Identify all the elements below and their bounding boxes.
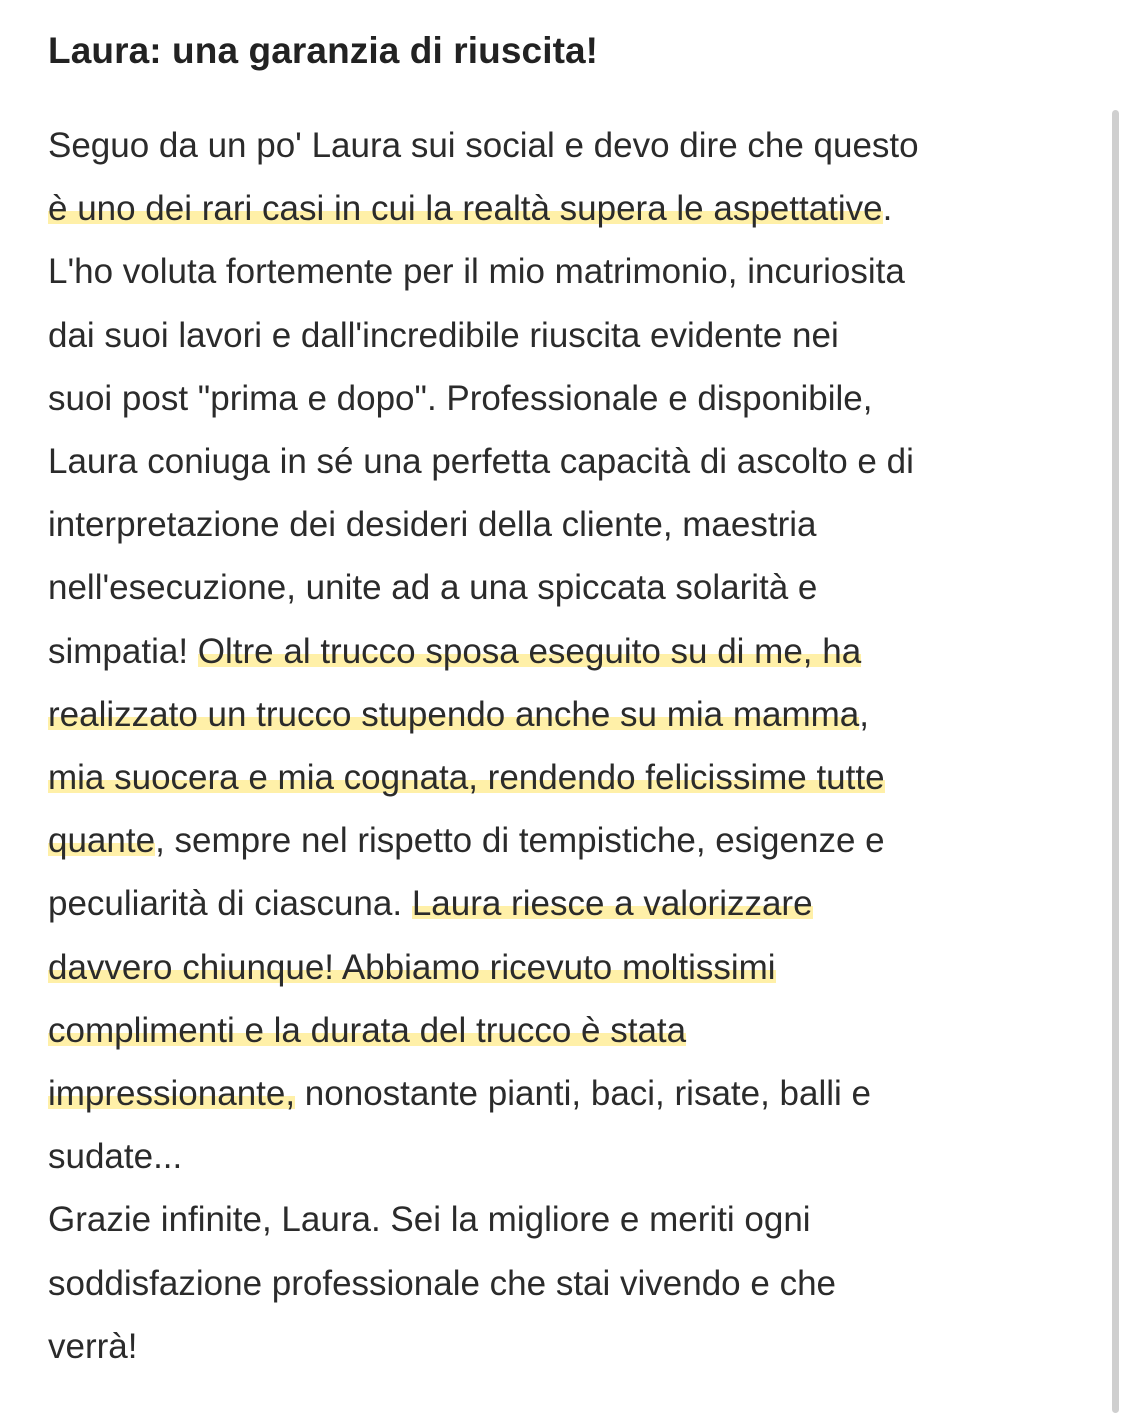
review-text: peculiarità di ciascuna. bbox=[48, 884, 412, 924]
review-line bbox=[48, 1062, 1108, 1125]
review-text: dai suoi lavori e dall'incredibile riuscita evidente nei bbox=[48, 315, 839, 355]
review-line bbox=[48, 556, 1108, 619]
review-text: Grazie infinite, Laura. Sei la migliore e meriti ogni bbox=[48, 1200, 811, 1240]
review-text: . bbox=[882, 189, 893, 229]
review-line bbox=[48, 367, 1108, 430]
review-line bbox=[48, 1315, 1108, 1378]
review-line bbox=[48, 683, 1108, 746]
highlighted-text: Oltre al trucco sposa eseguito su di me, ha bbox=[197, 631, 862, 671]
review-line bbox=[48, 177, 1108, 240]
review-text: simpatia! bbox=[48, 631, 198, 671]
highlighted-text: complimenti e la durata del trucco è stata bbox=[48, 1010, 687, 1050]
review-text: verrà! bbox=[48, 1326, 138, 1366]
review-line bbox=[48, 620, 1108, 683]
review-text: nonostante pianti, baci, risate, balli e bbox=[295, 1074, 871, 1114]
review-text: soddisfazione professionale che stai vivendo e che bbox=[48, 1263, 836, 1303]
highlighted-text: realizzato un trucco stupendo anche su mia mamma bbox=[48, 694, 860, 734]
review-text: , sempre nel rispetto di tempistiche, esigenze e bbox=[155, 821, 885, 861]
review-line bbox=[48, 936, 1108, 999]
review-line bbox=[48, 240, 1108, 303]
review-body bbox=[48, 114, 1108, 1378]
highlighted-text: impressionante, bbox=[48, 1074, 296, 1114]
review-line bbox=[48, 746, 1108, 809]
review-line bbox=[48, 872, 1108, 935]
review-text: Seguo da un po' Laura sui social e devo dire che questo bbox=[48, 126, 919, 165]
review-line bbox=[48, 999, 1108, 1062]
highlighted-text: davvero chiunque! Abbiamo ricevuto moltissimi bbox=[48, 947, 776, 987]
review-text: , bbox=[859, 694, 869, 734]
review-text: suoi post "prima e dopo". Professionale e disponibile, bbox=[48, 378, 873, 418]
highlighted-text: mia suocera e mia cognata, rendendo felicissime tutte bbox=[48, 758, 885, 798]
review-text: sudate... bbox=[48, 1137, 183, 1177]
review-text: interpretazione dei desideri della cliente, maestria bbox=[48, 505, 817, 545]
review-line bbox=[48, 1252, 1108, 1315]
review-line bbox=[48, 430, 1108, 493]
review-text: nell'esecuzione, unite ad a una spiccata solarità e bbox=[48, 568, 818, 608]
highlighted-text: quante bbox=[48, 821, 156, 861]
review-line bbox=[48, 114, 1108, 177]
review-line bbox=[48, 809, 1108, 872]
highlighted-text: Laura riesce a valorizzare bbox=[411, 884, 813, 924]
review-line bbox=[48, 304, 1108, 367]
highlighted-text: è uno dei rari casi in cui la realtà supera le aspettative bbox=[48, 189, 883, 229]
review-title: Laura: una garanzia di riuscita! bbox=[48, 30, 599, 71]
review-line bbox=[48, 493, 1108, 556]
scrollbar[interactable] bbox=[1112, 110, 1119, 1413]
review-text: L'ho voluta fortemente per il mio matrimonio, incuriosita bbox=[48, 252, 905, 292]
review-line bbox=[48, 1125, 1108, 1188]
review-text: Laura coniuga in sé una perfetta capacità di ascolto e di bbox=[48, 442, 914, 482]
review-line bbox=[48, 1188, 1108, 1251]
